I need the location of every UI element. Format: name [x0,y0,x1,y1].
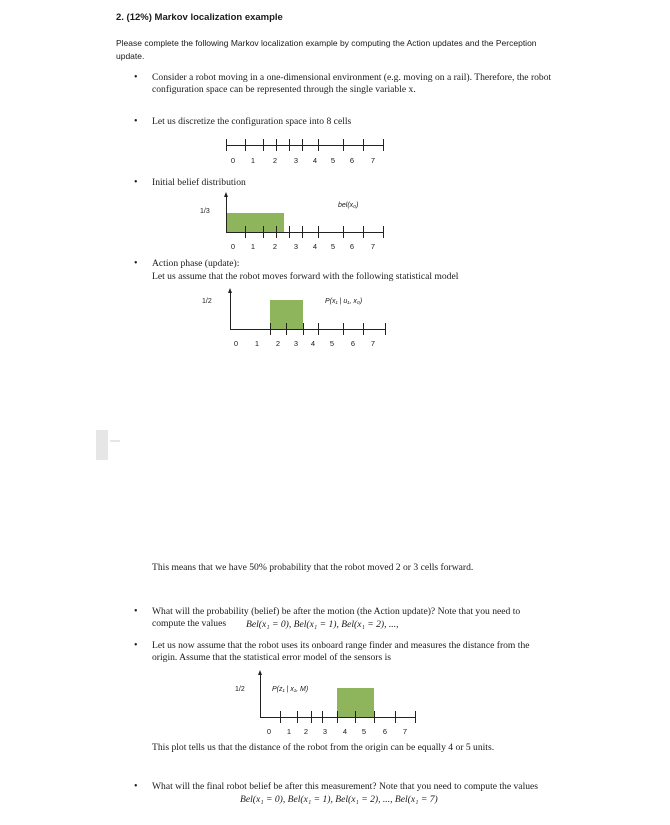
cell-label: 4 [310,339,316,348]
cell-label: 3 [322,727,328,736]
cell-label: 2 [272,242,278,251]
y-value-label: 1/2 [202,298,212,305]
cell-label: 7 [370,339,376,348]
cell-label: 3 [293,242,299,251]
cell-label: 3 [293,156,299,165]
y-value-label: 1/3 [200,208,210,215]
cell-label: 2 [272,156,278,165]
bullet-final-belief-question: What will the final robot belief be after this measurement? Note that you need to compute the values [152,781,539,792]
bullet-action-update-question: What will the probability (belief) be after the motion (the Action update)? Note that you need to compute the values [152,606,521,630]
cell-label: 5 [329,339,335,348]
cell-label: 1 [250,242,256,251]
cell-label: 2 [275,339,281,348]
cell-label: 5 [330,242,336,251]
cell-label: 2 [303,727,309,736]
bullet-marker: • [134,606,138,617]
sensor-note: This plot tells us that the distance of the robot from the origin can be equally 4 or 5 units. [152,742,495,753]
bullet-marker: • [134,258,138,269]
cell-label: 0 [266,727,272,736]
scan-artifact [96,430,108,460]
bullet-initial-belief: Initial belief distribution [152,177,246,188]
cell-label: 4 [342,727,348,736]
cell-label: 5 [330,156,336,165]
cell-label: 6 [382,727,388,736]
motion-function-label: P(x₁ | u₁, x₀) [325,298,363,305]
cell-label: 3 [293,339,299,348]
motion-probability-note: This means that we have 50% probability that the robot moved 2 or 3 cells forward. [152,562,474,573]
bullet-action-phase: Action phase (update): [152,258,240,269]
cell-label: 1 [254,339,260,348]
cell-label: 1 [250,156,256,165]
cell-label: 0 [230,242,236,251]
y-value-label: 1/2 [235,686,245,693]
bullet-motion-model: Let us assume that the robot moves forward with the following statistical model [152,271,459,282]
cell-label: 4 [312,242,318,251]
cell-label: 7 [370,156,376,165]
bullet-marker: • [134,640,138,651]
bullet-marker: • [134,116,138,127]
cell-label: 0 [230,156,236,165]
bullet-marker: • [134,781,138,792]
intro-text: Please complete the following Markov localization example by computing the Action updates and the Perception update. [116,38,537,61]
sensor-function-label: P(z₁ | x₁, M) [272,686,309,693]
scan-artifact [110,440,120,442]
bullet-marker: • [134,177,138,188]
final-belief-formula: Bel(x₁ = 0), Bel(x₁ = 1), Bel(x₁ = 2), ..., Bel(x₁ = 7) [240,794,438,805]
cell-label: 7 [402,727,408,736]
bullet-robot-description: Consider a robot moving in a one-dimensional environment (e.g. moving on a rail). Therefore, the robot configuration space can be represented through the single variable x. [152,72,552,96]
action-update-formula: Bel(x₁ = 0), Bel(x₁ = 1), Bel(x₁ = 2), ..., [246,619,399,630]
cell-label: 5 [361,727,367,736]
cell-label: 1 [286,727,292,736]
cell-label: 6 [349,156,355,165]
bullet-sensor-model: Let us now assume that the robot uses its onboard range finder and measures the distance from the origin. Assume that the statistical error model of the sensors is [152,640,530,664]
belief-function-label: bel(x₀) [338,202,359,209]
bullet-discretize: Let us discretize the configuration space into 8 cells [152,116,352,127]
cell-label: 0 [233,339,239,348]
question-title: 2. (12%) Markov localization example [116,12,283,23]
cell-label: 7 [370,242,376,251]
cell-label: 6 [350,339,356,348]
cell-label: 4 [312,156,318,165]
cell-label: 6 [349,242,355,251]
bullet-marker: • [134,72,138,83]
